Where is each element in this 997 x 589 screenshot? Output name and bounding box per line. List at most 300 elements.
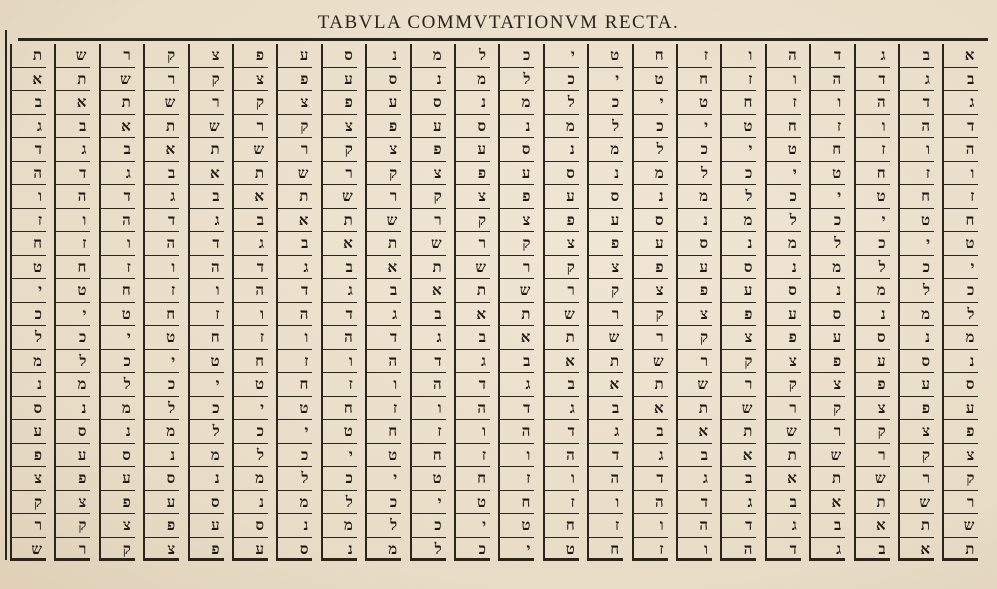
table-cell: ד	[454, 373, 490, 397]
table-cell: מ	[365, 538, 401, 562]
table-cell: ד	[99, 185, 135, 209]
table-cell: ו	[99, 232, 135, 256]
table-column	[410, 44, 450, 562]
table-cell: ר	[898, 467, 934, 491]
table-cell: ו	[276, 326, 312, 350]
table-cell: ק	[321, 138, 357, 162]
table-cell: ג	[410, 326, 446, 350]
table-cell: ט	[543, 538, 579, 562]
table-cell: ה	[232, 279, 268, 303]
table-cell: ק	[54, 514, 90, 538]
table-cell: ח	[543, 514, 579, 538]
table-cell: ק	[410, 185, 446, 209]
table-cell: פ	[276, 68, 312, 92]
table-cell: ו	[143, 256, 179, 280]
table-cell: י	[676, 115, 712, 139]
table-column	[143, 44, 183, 562]
table-cell: צ	[188, 44, 224, 68]
table-cell: מ	[321, 514, 357, 538]
table-cell: ד	[143, 209, 179, 233]
table-cell: ל	[188, 420, 224, 444]
table-cell: ג	[676, 467, 712, 491]
table-cell: ט	[143, 326, 179, 350]
table-cell: ש	[942, 514, 978, 538]
table-cell: ג	[54, 138, 90, 162]
table-cell: צ	[10, 467, 46, 491]
table-cell: א	[676, 420, 712, 444]
table-cell: א	[854, 514, 890, 538]
table-cell: ל	[898, 279, 934, 303]
table-cell: ג	[587, 420, 623, 444]
table-cell: פ	[898, 397, 934, 421]
table-cell: ו	[676, 538, 712, 562]
table-cell: ר	[365, 185, 401, 209]
table-cell: ל	[942, 303, 978, 327]
table-cell: ה	[10, 162, 46, 186]
table-cell: ש	[143, 91, 179, 115]
table-cell: צ	[454, 185, 490, 209]
table-cell: ר	[765, 397, 801, 421]
table-cell: ב	[143, 162, 179, 186]
table-cell: י	[765, 162, 801, 186]
table-cell: ת	[720, 420, 756, 444]
table-cell: נ	[765, 256, 801, 280]
table-column	[765, 44, 805, 562]
table-cell: ש	[188, 115, 224, 139]
table-cell: י	[232, 397, 268, 421]
table-cell: י	[54, 303, 90, 327]
table-column	[587, 44, 627, 562]
table-cell: נ	[99, 420, 135, 444]
table-cell: ז	[54, 232, 90, 256]
table-cell: ר	[676, 350, 712, 374]
table-cell: ו	[410, 397, 446, 421]
table-cell: ס	[632, 209, 668, 233]
table-cell: ז	[898, 162, 934, 186]
table-cell: ב	[232, 209, 268, 233]
table-cell: ט	[454, 491, 490, 515]
table-cell: ת	[188, 138, 224, 162]
table-cell: ה	[898, 115, 934, 139]
table-cell: ה	[498, 420, 534, 444]
table-left-rule	[5, 30, 7, 560]
table-cell: ד	[188, 232, 224, 256]
table-cell: ש	[854, 467, 890, 491]
table-cell: ה	[365, 350, 401, 374]
table-cell: ע	[188, 514, 224, 538]
table-cell: ה	[587, 467, 623, 491]
table-cell: ח	[854, 162, 890, 186]
table-cell: צ	[232, 68, 268, 92]
table-cell: ל	[99, 373, 135, 397]
table-cell: ב	[54, 115, 90, 139]
table-cell: ח	[498, 491, 534, 515]
table-cell: ח	[188, 326, 224, 350]
table-cell: ח	[10, 232, 46, 256]
table-cell: ק	[587, 279, 623, 303]
table-cell: ח	[587, 538, 623, 562]
table-cell: ה	[454, 397, 490, 421]
table-cell: ה	[276, 303, 312, 327]
table-cell: ר	[854, 444, 890, 468]
table-cell: ו	[454, 420, 490, 444]
table-cell: ו	[898, 138, 934, 162]
table-cell: כ	[454, 538, 490, 562]
table-cell: ה	[676, 514, 712, 538]
table-cell: ל	[143, 397, 179, 421]
table-cell: ש	[587, 326, 623, 350]
table-cell: צ	[854, 397, 890, 421]
table-cell: ס	[188, 491, 224, 515]
table-cell: צ	[720, 326, 756, 350]
table-cell: ד	[809, 44, 845, 68]
table-cell: פ	[54, 467, 90, 491]
table-cell: פ	[10, 444, 46, 468]
table-cell: צ	[365, 138, 401, 162]
table-cell: פ	[143, 514, 179, 538]
table-cell: ז	[809, 115, 845, 139]
table-cell: כ	[809, 209, 845, 233]
table-cell: צ	[276, 91, 312, 115]
table-cell: ת	[676, 397, 712, 421]
table-cell: ג	[365, 303, 401, 327]
table-cell: ב	[676, 444, 712, 468]
table-cell: ל	[410, 538, 446, 562]
table-cell: ר	[276, 138, 312, 162]
table-cell: ד	[587, 444, 623, 468]
table-cell: ט	[632, 68, 668, 92]
table-cell: ע	[232, 538, 268, 562]
table-cell: ב	[276, 232, 312, 256]
table-cell: ח	[99, 279, 135, 303]
table-cell: ד	[720, 514, 756, 538]
table-cell: מ	[410, 44, 446, 68]
table-cell: ד	[632, 467, 668, 491]
table-column	[854, 44, 894, 562]
table-cell: ע	[543, 185, 579, 209]
table-cell: כ	[587, 91, 623, 115]
table-cell: ו	[498, 444, 534, 468]
table-cell: ש	[276, 162, 312, 186]
table-cell: י	[854, 209, 890, 233]
table-cell: ע	[632, 232, 668, 256]
table-cell: פ	[676, 279, 712, 303]
table-cell: ס	[942, 373, 978, 397]
table-cell: ד	[232, 256, 268, 280]
table-cell: א	[232, 185, 268, 209]
table-cell: מ	[143, 420, 179, 444]
table-column	[498, 44, 538, 562]
table-cell: ד	[365, 326, 401, 350]
table-cell: ל	[765, 209, 801, 233]
table-column	[188, 44, 228, 562]
table-cell: כ	[543, 68, 579, 92]
table-cell: ל	[54, 350, 90, 374]
table-cell: ז	[365, 397, 401, 421]
table-cell: צ	[321, 115, 357, 139]
table-cell: ז	[10, 209, 46, 233]
commutation-table	[10, 44, 990, 562]
table-cell: נ	[854, 303, 890, 327]
table-cell: ת	[454, 279, 490, 303]
table-cell: מ	[676, 185, 712, 209]
page-title: TABVLA COMMVTATIONVM RECTA.	[317, 12, 680, 33]
table-cell: ס	[143, 467, 179, 491]
table-cell: ח	[676, 68, 712, 92]
table-cell: ש	[720, 397, 756, 421]
table-cell: ג	[898, 68, 934, 92]
table-cell: צ	[543, 232, 579, 256]
table-cell: א	[99, 115, 135, 139]
table-column	[232, 44, 272, 562]
table-cell: ת	[10, 44, 46, 68]
table-cell: ט	[232, 373, 268, 397]
table-cell: ד	[10, 138, 46, 162]
table-cell: י	[321, 444, 357, 468]
table-cell: ע	[454, 138, 490, 162]
table-cell: ר	[321, 162, 357, 186]
table-cell: פ	[365, 115, 401, 139]
table-cell: ק	[854, 420, 890, 444]
table-cell: מ	[854, 279, 890, 303]
table-cell: ע	[854, 350, 890, 374]
table-cell: ר	[498, 256, 534, 280]
table-cell: ז	[720, 68, 756, 92]
table-cell: ט	[587, 44, 623, 68]
table-cell: ח	[942, 209, 978, 233]
table-cell: ת	[809, 467, 845, 491]
table-cell: ח	[232, 350, 268, 374]
table-cell: י	[365, 467, 401, 491]
table-cell: ג	[720, 491, 756, 515]
table-cell: ל	[276, 467, 312, 491]
table-cell: ס	[676, 232, 712, 256]
table-cell: ש	[10, 538, 46, 562]
table-cell: נ	[676, 209, 712, 233]
table-cell: ע	[365, 91, 401, 115]
table-cell: ח	[143, 303, 179, 327]
table-cell: מ	[99, 397, 135, 421]
table-column	[809, 44, 849, 562]
table-cell: מ	[232, 467, 268, 491]
table-cell: ל	[454, 44, 490, 68]
table-cell: ש	[54, 44, 90, 68]
table-cell: ק	[632, 303, 668, 327]
table-cell: צ	[942, 444, 978, 468]
table-cell: ט	[498, 514, 534, 538]
table-column	[54, 44, 94, 562]
table-cell: כ	[54, 326, 90, 350]
table-cell: נ	[410, 68, 446, 92]
table-cell: ל	[720, 185, 756, 209]
table-cell: ב	[543, 373, 579, 397]
table-cell: כ	[365, 491, 401, 515]
table-cell: ז	[498, 467, 534, 491]
table-cell: ט	[765, 138, 801, 162]
table-cell: כ	[765, 185, 801, 209]
table-cell: ט	[188, 350, 224, 374]
table-cell: ה	[99, 209, 135, 233]
table-cell: ק	[188, 68, 224, 92]
table-cell: י	[276, 420, 312, 444]
table-cell: ו	[54, 209, 90, 233]
table-cell: ע	[587, 209, 623, 233]
table-cell: ג	[99, 162, 135, 186]
table-cell: ב	[587, 397, 623, 421]
table-cell: ט	[942, 232, 978, 256]
table-cell: נ	[587, 162, 623, 186]
table-column	[543, 44, 583, 562]
table-cell: ב	[10, 91, 46, 115]
table-cell: צ	[632, 279, 668, 303]
table-cell: נ	[498, 115, 534, 139]
table-cell: ז	[188, 303, 224, 327]
table-cell: ס	[498, 138, 534, 162]
table-cell: ז	[454, 444, 490, 468]
table-cell: א	[143, 138, 179, 162]
table-cell: א	[765, 467, 801, 491]
table-cell: ל	[498, 68, 534, 92]
table-cell: ה	[632, 491, 668, 515]
table-column	[454, 44, 494, 562]
table-cell: ש	[454, 256, 490, 280]
table-cell: מ	[498, 91, 534, 115]
table-cell: ת	[276, 185, 312, 209]
table-cell: ר	[188, 91, 224, 115]
table-cell: א	[321, 232, 357, 256]
table-cell: ש	[321, 185, 357, 209]
table-cell: נ	[10, 373, 46, 397]
table-cell: צ	[54, 491, 90, 515]
table-cell: ת	[942, 538, 978, 562]
table-cell: ה	[143, 232, 179, 256]
table-cell: ח	[276, 373, 312, 397]
table-cell: צ	[99, 514, 135, 538]
table-cell: ה	[809, 68, 845, 92]
table-cell: ל	[321, 491, 357, 515]
table-cell: ס	[543, 162, 579, 186]
table-cell: ע	[410, 115, 446, 139]
table-cell: ז	[854, 138, 890, 162]
table-cell: נ	[720, 232, 756, 256]
table-cell: ו	[942, 162, 978, 186]
table-cell: ה	[720, 538, 756, 562]
table-cell: ט	[321, 420, 357, 444]
table-column	[365, 44, 405, 562]
table-cell: י	[632, 91, 668, 115]
table-cell: ד	[321, 303, 357, 327]
table-cell: ק	[143, 44, 179, 68]
table-cell: ת	[898, 514, 934, 538]
table-cell: ס	[232, 514, 268, 538]
table-cell: ס	[898, 350, 934, 374]
table-cell: כ	[232, 420, 268, 444]
table-cell: א	[454, 303, 490, 327]
table-cell: ד	[854, 68, 890, 92]
table-cell: א	[54, 91, 90, 115]
table-cell: ח	[765, 115, 801, 139]
table-cell: א	[632, 397, 668, 421]
table-cell: ב	[854, 538, 890, 562]
table-cell: נ	[188, 467, 224, 491]
table-cell: ג	[10, 115, 46, 139]
table-cell: ר	[543, 279, 579, 303]
table-cell: ט	[898, 209, 934, 233]
table-cell: ז	[543, 491, 579, 515]
table-cell: ר	[232, 115, 268, 139]
table-cell: ש	[498, 279, 534, 303]
table-cell: כ	[410, 514, 446, 538]
table-cell: מ	[942, 326, 978, 350]
table-cell: ו	[232, 303, 268, 327]
table-cell: ס	[276, 538, 312, 562]
table-cell: ד	[942, 115, 978, 139]
table-cell: ב	[321, 256, 357, 280]
table-cell: צ	[809, 373, 845, 397]
table-cell: א	[188, 162, 224, 186]
table-cell: צ	[765, 350, 801, 374]
table-cell: א	[365, 256, 401, 280]
table-cell: פ	[543, 209, 579, 233]
table-cell: ה	[54, 185, 90, 209]
table-cell: ז	[232, 326, 268, 350]
table-cell: ש	[543, 303, 579, 327]
table-cell: צ	[410, 162, 446, 186]
table-cell: ס	[54, 420, 90, 444]
table-cell: ר	[587, 303, 623, 327]
table-cell: ק	[365, 162, 401, 186]
table-cell: ר	[809, 420, 845, 444]
table-cell: ז	[143, 279, 179, 303]
table-cell: ג	[321, 279, 357, 303]
table-cell: כ	[720, 162, 756, 186]
table-cell: ט	[809, 162, 845, 186]
table-cell: ת	[765, 444, 801, 468]
table-cell: י	[543, 44, 579, 68]
table-cell: ש	[632, 350, 668, 374]
table-cell: ע	[942, 397, 978, 421]
table-cell: ש	[676, 373, 712, 397]
table-cell: ז	[99, 256, 135, 280]
table-cell: ש	[898, 491, 934, 515]
table-cell: ב	[454, 326, 490, 350]
table-cell: י	[942, 256, 978, 280]
table-cell: ה	[543, 444, 579, 468]
table-cell: ו	[188, 279, 224, 303]
table-cell: ד	[410, 350, 446, 374]
table-cell: ר	[54, 538, 90, 562]
table-cell: ס	[321, 44, 357, 68]
table-cell: צ	[898, 420, 934, 444]
table-cell: ר	[632, 326, 668, 350]
table-cell: ש	[232, 138, 268, 162]
table-cell: ח	[632, 44, 668, 68]
table-cell: י	[454, 514, 490, 538]
table-cell: ט	[276, 397, 312, 421]
table-cell: ל	[854, 256, 890, 280]
table-cell: ז	[321, 373, 357, 397]
table-cell: נ	[143, 444, 179, 468]
table-cell: י	[498, 538, 534, 562]
table-cell: ק	[498, 232, 534, 256]
table-cell: ע	[276, 44, 312, 68]
table-cell: ז	[676, 44, 712, 68]
table-cell: פ	[188, 538, 224, 562]
table-cell: ה	[188, 256, 224, 280]
table-cell: ו	[543, 467, 579, 491]
table-cell: ש	[99, 68, 135, 92]
table-cell: ע	[143, 491, 179, 515]
